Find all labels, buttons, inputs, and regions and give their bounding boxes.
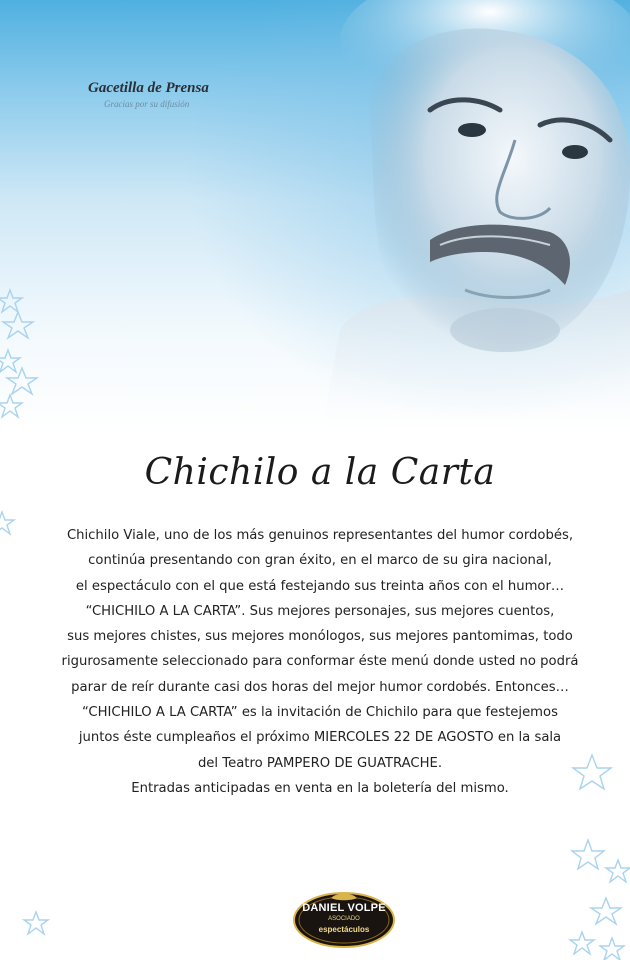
star-icon — [3, 312, 33, 338]
star-icon — [7, 368, 37, 394]
body-line: “CHICHILO A LA CARTA”. Sus mejores personajes, sus mejores cuentos, — [85, 603, 555, 619]
logo-tagline: espectáculos — [318, 925, 370, 934]
body-line: sus mejores chistes, sus mejores monólogos, sus mejores pantomimas, todo — [67, 629, 573, 645]
body-line: rigurosamente seleccionado para conformar éste menú donde usted no podrá — [61, 654, 579, 670]
page-title: Chichilo a la Carta — [144, 452, 496, 493]
body-line: Entradas anticipadas en venta en la boletería del mismo. — [131, 780, 509, 796]
body-line: parar de reír durante casi dos horas del mejor humor cordobés. Entonces… — [71, 679, 569, 695]
star-icon — [0, 290, 22, 312]
star-icon — [600, 938, 624, 960]
body-line: del Teatro PAMPERO DE GUATRACHE. — [197, 755, 443, 771]
star-icon — [0, 350, 20, 372]
press-release-sublabel: Gracias por su difusión — [104, 99, 190, 109]
body-line: continúa presentando con gran éxito, en el marco de su gira nacional, — [88, 553, 552, 569]
body-line: el espectáculo con el que está festejando sus treinta años con el humor… — [75, 578, 565, 594]
daniel-volpe-logo — [293, 890, 395, 948]
star-icon — [572, 840, 604, 869]
press-release-body — [30, 523, 610, 801]
body-line: “CHICHILO A LA CARTA” es la invitación de Chichilo para que festejemos — [82, 705, 558, 721]
press-release-label: Gacetilla de Prensa — [88, 80, 209, 96]
logo-subtitle: ASOCIADO — [328, 916, 360, 922]
star-icon — [0, 512, 14, 534]
body-line: Chichilo Viale, uno de los más genuinos representantes del humor cordobés, — [66, 528, 574, 543]
portrait-image — [300, 0, 630, 440]
star-icon — [570, 932, 594, 954]
body-line: juntos éste cumpleaños el próximo MIERCOLES 22 DE AGOSTO en la sala — [78, 730, 562, 746]
star-icon — [606, 860, 630, 882]
star-icon — [0, 395, 22, 417]
star-icon — [591, 898, 621, 924]
star-icon — [24, 912, 48, 934]
logo-name: DANIEL VOLPE — [302, 902, 386, 914]
